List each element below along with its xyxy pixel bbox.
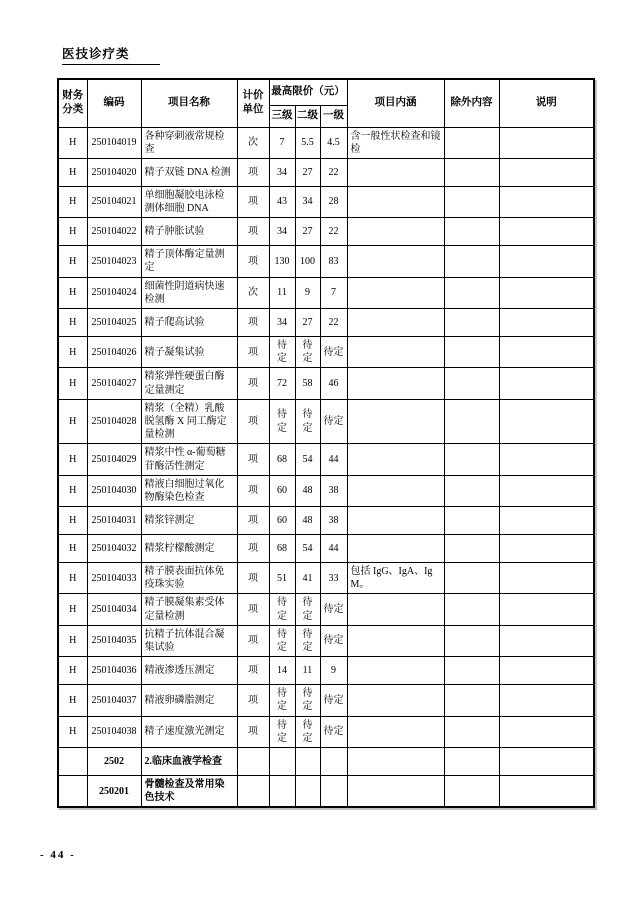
cell-exclusion bbox=[444, 657, 499, 685]
cell-price-level2: 待定 bbox=[295, 716, 320, 747]
cell-price-level1: 44 bbox=[320, 535, 347, 563]
cell-price-level2: 27 bbox=[295, 309, 320, 337]
cell-exclusion bbox=[444, 775, 499, 807]
cell-price-level2: 待定 bbox=[295, 594, 320, 625]
cell-content bbox=[347, 277, 444, 308]
cell-finance-class: H bbox=[58, 158, 87, 186]
table-row bbox=[58, 507, 594, 535]
cell-note bbox=[499, 475, 594, 506]
table-row bbox=[58, 444, 594, 475]
table-row bbox=[58, 563, 594, 594]
cell-unit: 次 bbox=[237, 277, 269, 308]
cell-price-level1: 待定 bbox=[320, 685, 347, 716]
cell-unit bbox=[237, 747, 269, 775]
cell-unit bbox=[237, 775, 269, 807]
cell-price-level2: 待定 bbox=[295, 337, 320, 368]
cell-price-level2 bbox=[295, 747, 320, 775]
cell-unit: 项 bbox=[237, 563, 269, 594]
cell-finance-class: H bbox=[58, 475, 87, 506]
cell-price-level3: 待定 bbox=[269, 685, 295, 716]
cell-price-level2: 34 bbox=[295, 186, 320, 217]
cell-note bbox=[499, 716, 594, 747]
cell-finance-class: H bbox=[58, 218, 87, 246]
cell-item-name: 精子顶体酶定量测定 bbox=[141, 246, 237, 277]
col-header-content: 项目内涵 bbox=[347, 79, 444, 127]
price-table-body bbox=[58, 127, 594, 807]
cell-price-level2 bbox=[295, 775, 320, 807]
cell-note bbox=[499, 277, 594, 308]
cell-content bbox=[347, 368, 444, 399]
cell-item-name: 精浆弹性硬蛋白酶定量测定 bbox=[141, 368, 237, 399]
cell-price-level3: 11 bbox=[269, 277, 295, 308]
cell-price-level1: 22 bbox=[320, 309, 347, 337]
cell-finance-class: H bbox=[58, 563, 87, 594]
cell-finance-class: H bbox=[58, 186, 87, 217]
cell-item-name: 精浆（全精）乳酸脱氢酶 X 同工酶定量检测 bbox=[141, 399, 237, 444]
cell-content bbox=[347, 625, 444, 656]
cell-price-level3: 待定 bbox=[269, 337, 295, 368]
cell-item-name: 细菌性阴道病快速检测 bbox=[141, 277, 237, 308]
cell-content bbox=[347, 747, 444, 775]
cell-price-level3 bbox=[269, 747, 295, 775]
cell-code: 250104035 bbox=[87, 625, 141, 656]
cell-price-level1: 38 bbox=[320, 507, 347, 535]
cell-exclusion bbox=[444, 444, 499, 475]
cell-price-level2: 待定 bbox=[295, 685, 320, 716]
cell-code: 250104019 bbox=[87, 127, 141, 158]
cell-exclusion bbox=[444, 277, 499, 308]
cell-price-level3: 34 bbox=[269, 218, 295, 246]
cell-finance-class bbox=[58, 775, 87, 807]
cell-item-name: 精子速度激光测定 bbox=[141, 716, 237, 747]
cell-price-level1: 22 bbox=[320, 218, 347, 246]
cell-price-level3 bbox=[269, 775, 295, 807]
cell-code: 250104024 bbox=[87, 277, 141, 308]
cell-exclusion bbox=[444, 218, 499, 246]
cell-note bbox=[499, 444, 594, 475]
cell-code: 250104029 bbox=[87, 444, 141, 475]
cell-price-level3: 待定 bbox=[269, 625, 295, 656]
table-row bbox=[58, 127, 594, 158]
cell-content bbox=[347, 246, 444, 277]
cell-price-level2: 54 bbox=[295, 444, 320, 475]
cell-price-level3: 待定 bbox=[269, 594, 295, 625]
cell-price-level3: 7 bbox=[269, 127, 295, 158]
cell-note bbox=[499, 563, 594, 594]
cell-code: 250104031 bbox=[87, 507, 141, 535]
cell-unit: 项 bbox=[237, 625, 269, 656]
cell-code: 250104021 bbox=[87, 186, 141, 217]
table-row bbox=[58, 246, 594, 277]
cell-price-level1 bbox=[320, 747, 347, 775]
cell-note bbox=[499, 337, 594, 368]
cell-note bbox=[499, 685, 594, 716]
cell-content bbox=[347, 309, 444, 337]
cell-content bbox=[347, 399, 444, 444]
cell-item-name: 精子双链 DNA 检测 bbox=[141, 158, 237, 186]
cell-code: 250104026 bbox=[87, 337, 141, 368]
cell-unit: 项 bbox=[237, 444, 269, 475]
cell-content bbox=[347, 475, 444, 506]
table-row bbox=[58, 368, 594, 399]
cell-exclusion bbox=[444, 246, 499, 277]
cell-note bbox=[499, 747, 594, 775]
cell-content bbox=[347, 186, 444, 217]
cell-item-name: 精子凝集试验 bbox=[141, 337, 237, 368]
cell-item-name: 精子爬高试验 bbox=[141, 309, 237, 337]
table-row bbox=[58, 625, 594, 656]
cell-content bbox=[347, 507, 444, 535]
cell-price-level3: 68 bbox=[269, 535, 295, 563]
cell-price-level1: 待定 bbox=[320, 337, 347, 368]
cell-price-level3: 130 bbox=[269, 246, 295, 277]
table-row bbox=[58, 775, 594, 807]
cell-finance-class bbox=[58, 747, 87, 775]
cell-content bbox=[347, 158, 444, 186]
cell-unit: 项 bbox=[237, 218, 269, 246]
table-row bbox=[58, 186, 594, 217]
cell-note bbox=[499, 368, 594, 399]
cell-price-level1: 待定 bbox=[320, 716, 347, 747]
price-table-header bbox=[58, 79, 594, 127]
cell-exclusion bbox=[444, 368, 499, 399]
cell-price-level2: 11 bbox=[295, 657, 320, 685]
section-title: 医技诊疗类 bbox=[62, 44, 160, 65]
cell-finance-class: H bbox=[58, 444, 87, 475]
cell-item-name: 2.临床血液学检查 bbox=[141, 747, 237, 775]
table-row bbox=[58, 158, 594, 186]
cell-unit: 项 bbox=[237, 186, 269, 217]
cell-code: 250104037 bbox=[87, 685, 141, 716]
cell-finance-class: H bbox=[58, 685, 87, 716]
cell-code: 250104034 bbox=[87, 594, 141, 625]
cell-exclusion bbox=[444, 625, 499, 656]
cell-item-name: 单细胞凝胶电泳检测体细胞 DNA bbox=[141, 186, 237, 217]
cell-price-level2: 48 bbox=[295, 507, 320, 535]
cell-item-name: 抗精子抗体混合凝集试验 bbox=[141, 625, 237, 656]
cell-price-level1: 38 bbox=[320, 475, 347, 506]
cell-finance-class: H bbox=[58, 127, 87, 158]
col-header-level1: 一级 bbox=[320, 105, 347, 127]
cell-finance-class: H bbox=[58, 399, 87, 444]
cell-finance-class: H bbox=[58, 594, 87, 625]
cell-price-level1: 9 bbox=[320, 657, 347, 685]
cell-content bbox=[347, 775, 444, 807]
table-row bbox=[58, 716, 594, 747]
table-row bbox=[58, 218, 594, 246]
cell-price-level1: 4.5 bbox=[320, 127, 347, 158]
cell-code: 250104030 bbox=[87, 475, 141, 506]
cell-item-name: 精液卵磷脂测定 bbox=[141, 685, 237, 716]
cell-finance-class: H bbox=[58, 716, 87, 747]
cell-price-level3: 60 bbox=[269, 475, 295, 506]
cell-finance-class: H bbox=[58, 535, 87, 563]
cell-finance-class: H bbox=[58, 337, 87, 368]
cell-finance-class: H bbox=[58, 246, 87, 277]
col-header-unit: 计价单位 bbox=[237, 79, 269, 127]
cell-unit: 项 bbox=[237, 535, 269, 563]
cell-code: 250104038 bbox=[87, 716, 141, 747]
cell-price-level2: 54 bbox=[295, 535, 320, 563]
cell-note bbox=[499, 218, 594, 246]
cell-exclusion bbox=[444, 186, 499, 217]
cell-code: 250104028 bbox=[87, 399, 141, 444]
cell-note bbox=[499, 507, 594, 535]
cell-note bbox=[499, 127, 594, 158]
cell-price-level1: 待定 bbox=[320, 594, 347, 625]
cell-price-level2: 5.5 bbox=[295, 127, 320, 158]
cell-price-level1: 待定 bbox=[320, 625, 347, 656]
col-header-exclusion: 除外内容 bbox=[444, 79, 499, 127]
cell-unit: 项 bbox=[237, 399, 269, 444]
cell-price-level1 bbox=[320, 775, 347, 807]
cell-unit: 项 bbox=[237, 685, 269, 716]
cell-unit: 项 bbox=[237, 368, 269, 399]
cell-content: 包括 IgG、IgA、IgM。 bbox=[347, 563, 444, 594]
cell-item-name: 精子膜表面抗体免疫珠实验 bbox=[141, 563, 237, 594]
cell-price-level2: 27 bbox=[295, 218, 320, 246]
cell-price-level1: 7 bbox=[320, 277, 347, 308]
cell-price-level1: 28 bbox=[320, 186, 347, 217]
table-row bbox=[58, 475, 594, 506]
cell-code: 250104036 bbox=[87, 657, 141, 685]
table-row bbox=[58, 337, 594, 368]
cell-price-level1: 44 bbox=[320, 444, 347, 475]
cell-item-name: 各种穿刺液常规检查 bbox=[141, 127, 237, 158]
table-row bbox=[58, 594, 594, 625]
cell-price-level1: 46 bbox=[320, 368, 347, 399]
table-row bbox=[58, 535, 594, 563]
cell-exclusion bbox=[444, 507, 499, 535]
table-row bbox=[58, 657, 594, 685]
cell-note bbox=[499, 594, 594, 625]
col-header-finance-class: 财务分类 bbox=[58, 79, 87, 127]
cell-unit: 项 bbox=[237, 594, 269, 625]
cell-exclusion bbox=[444, 716, 499, 747]
cell-unit: 项 bbox=[237, 246, 269, 277]
col-header-level3: 三级 bbox=[269, 105, 295, 127]
cell-finance-class: H bbox=[58, 507, 87, 535]
cell-finance-class: H bbox=[58, 309, 87, 337]
cell-exclusion bbox=[444, 747, 499, 775]
cell-price-level3: 68 bbox=[269, 444, 295, 475]
cell-price-level3: 72 bbox=[269, 368, 295, 399]
cell-item-name: 精子膜凝集素受体定量检测 bbox=[141, 594, 237, 625]
cell-code: 250104027 bbox=[87, 368, 141, 399]
cell-code: 250104032 bbox=[87, 535, 141, 563]
cell-price-level3: 14 bbox=[269, 657, 295, 685]
cell-price-level3: 待定 bbox=[269, 716, 295, 747]
cell-code: 250104022 bbox=[87, 218, 141, 246]
col-header-level2: 二级 bbox=[295, 105, 320, 127]
page-number: - 44 - bbox=[40, 849, 76, 861]
table-row bbox=[58, 685, 594, 716]
cell-finance-class: H bbox=[58, 368, 87, 399]
cell-price-level2: 27 bbox=[295, 158, 320, 186]
cell-exclusion bbox=[444, 563, 499, 594]
cell-unit: 项 bbox=[237, 657, 269, 685]
cell-note bbox=[499, 186, 594, 217]
cell-content bbox=[347, 716, 444, 747]
cell-content bbox=[347, 218, 444, 246]
cell-item-name: 骨髓检查及常用染色技术 bbox=[141, 775, 237, 807]
cell-note bbox=[499, 625, 594, 656]
cell-content bbox=[347, 535, 444, 563]
cell-price-level3: 51 bbox=[269, 563, 295, 594]
cell-exclusion bbox=[444, 337, 499, 368]
cell-code: 250104020 bbox=[87, 158, 141, 186]
cell-price-level2: 待定 bbox=[295, 399, 320, 444]
cell-exclusion bbox=[444, 309, 499, 337]
table-row bbox=[58, 399, 594, 444]
cell-note bbox=[499, 158, 594, 186]
cell-note bbox=[499, 399, 594, 444]
cell-exclusion bbox=[444, 535, 499, 563]
cell-content bbox=[347, 685, 444, 716]
cell-price-level3: 待定 bbox=[269, 399, 295, 444]
cell-item-name: 精子肿胀试验 bbox=[141, 218, 237, 246]
cell-price-level1: 待定 bbox=[320, 399, 347, 444]
cell-code: 250104023 bbox=[87, 246, 141, 277]
cell-price-level2: 48 bbox=[295, 475, 320, 506]
cell-unit: 项 bbox=[237, 337, 269, 368]
cell-unit: 项 bbox=[237, 475, 269, 506]
cell-unit: 项 bbox=[237, 507, 269, 535]
cell-exclusion bbox=[444, 399, 499, 444]
cell-price-level1: 33 bbox=[320, 563, 347, 594]
cell-note bbox=[499, 246, 594, 277]
cell-price-level2: 待定 bbox=[295, 625, 320, 656]
cell-finance-class: H bbox=[58, 277, 87, 308]
cell-item-name: 精浆中性 α-葡萄糖苷酶活性测定 bbox=[141, 444, 237, 475]
cell-note bbox=[499, 309, 594, 337]
cell-content bbox=[347, 444, 444, 475]
table-row bbox=[58, 309, 594, 337]
cell-note bbox=[499, 775, 594, 807]
cell-price-level1: 83 bbox=[320, 246, 347, 277]
cell-code: 250104025 bbox=[87, 309, 141, 337]
col-header-note: 说明 bbox=[499, 79, 594, 127]
cell-code: 250201 bbox=[87, 775, 141, 807]
cell-note bbox=[499, 657, 594, 685]
cell-exclusion bbox=[444, 158, 499, 186]
cell-finance-class: H bbox=[58, 625, 87, 656]
cell-item-name: 精浆柠檬酸测定 bbox=[141, 535, 237, 563]
cell-exclusion bbox=[444, 127, 499, 158]
cell-price-level2: 58 bbox=[295, 368, 320, 399]
cell-unit: 项 bbox=[237, 309, 269, 337]
cell-exclusion bbox=[444, 594, 499, 625]
cell-item-name: 精浆锌测定 bbox=[141, 507, 237, 535]
cell-content: 含一般性状检查和镜检 bbox=[347, 127, 444, 158]
col-header-max-price: 最高限价（元） bbox=[269, 79, 347, 105]
cell-price-level1: 22 bbox=[320, 158, 347, 186]
cell-unit: 次 bbox=[237, 127, 269, 158]
cell-content bbox=[347, 337, 444, 368]
cell-note bbox=[499, 535, 594, 563]
cell-price-level3: 43 bbox=[269, 186, 295, 217]
cell-exclusion bbox=[444, 475, 499, 506]
cell-unit: 项 bbox=[237, 158, 269, 186]
cell-item-name: 精液渗透压测定 bbox=[141, 657, 237, 685]
cell-exclusion bbox=[444, 685, 499, 716]
cell-unit: 项 bbox=[237, 716, 269, 747]
table-row bbox=[58, 277, 594, 308]
cell-price-level2: 100 bbox=[295, 246, 320, 277]
cell-content bbox=[347, 594, 444, 625]
col-header-code: 编码 bbox=[87, 79, 141, 127]
cell-price-level3: 60 bbox=[269, 507, 295, 535]
cell-item-name: 精液白细胞过氧化物酶染色检查 bbox=[141, 475, 237, 506]
price-table bbox=[57, 78, 595, 808]
cell-price-level2: 9 bbox=[295, 277, 320, 308]
cell-price-level3: 34 bbox=[269, 309, 295, 337]
cell-price-level2: 41 bbox=[295, 563, 320, 594]
cell-content bbox=[347, 657, 444, 685]
col-header-item-name: 项目名称 bbox=[141, 79, 237, 127]
table-row bbox=[58, 747, 594, 775]
cell-price-level3: 34 bbox=[269, 158, 295, 186]
cell-finance-class: H bbox=[58, 657, 87, 685]
cell-code: 2502 bbox=[87, 747, 141, 775]
cell-code: 250104033 bbox=[87, 563, 141, 594]
